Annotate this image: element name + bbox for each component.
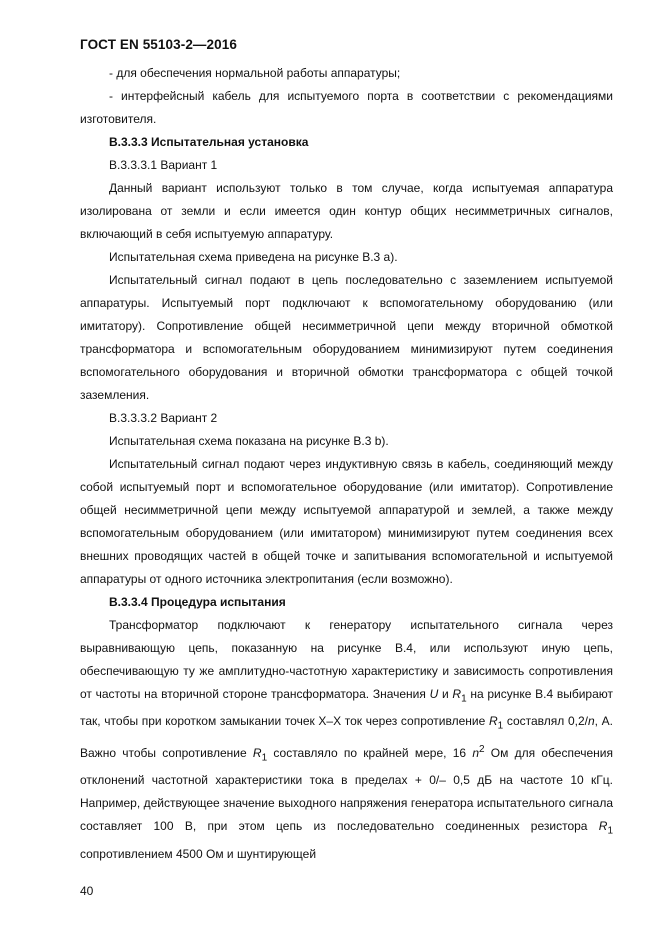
paragraph-figure-b3a-ref: Испытательная схема приведена на рисунке В.3 а). (109, 250, 398, 264)
symbol-n: n (472, 745, 479, 760)
subsection-variant-2: В.3.3.3.2 Вариант 2 (109, 411, 218, 425)
paragraph-signal-inductive: Испытательный сигнал подают через индуктивную связь в кабель, соединяющий между собой испытуемый порт и вспомогательное оборудование (или имитатор). Сопротивление общей несимметричной цепи между испытуемой аппаратурой и землей, а также между вспомогательным оборудованием (или имитатором) минимизируют путем соединения всех внешних проводящих частей в общей точке и запитывания вспомогательной и испытуемой аппаратуры от одного источника электропитания (если возможно). (80, 457, 613, 586)
symbol-n: n (587, 714, 595, 729)
text-run: Трансформатор подключают к генератору испытательного сигнала через выравнивающую цепь, показанную на рисунке В.4, или используют иную цепь, обеспечивающую ту же амплитудно-частотную характеристику и зависимость сопротивления от частоты на вторичной стороне трансформатора. Значения (80, 618, 613, 701)
symbol-R: R (252, 745, 262, 760)
page-number: 40 (80, 884, 94, 898)
subscript: 1 (607, 825, 613, 837)
list-item-equipment: - для обеспечения нормальной работы аппаратуры; (109, 66, 401, 80)
subscript: 1 (261, 752, 268, 764)
paragraph-transformer-procedure (80, 614, 613, 866)
text-run: составляло по крайней мере, 16 (267, 745, 473, 760)
symbol-R: R (598, 819, 608, 834)
text-run: , А. Важно чтобы сопротивление (80, 714, 613, 760)
standard-header: ГОСТ EN 55103-2—2016 (80, 37, 237, 52)
paragraph-variant-1-description: Данный вариант используют только в том случае, когда испытуемая аппаратура изолирована от земли и если имеется один контур общих несимметричных сигналов, включающий в себя испытуемую аппаратуру. (80, 181, 613, 241)
text-run: и (438, 687, 453, 701)
text-run: на рисунке В.4 выбирают так, чтобы при коротком замыкании точек Х–Х ток через сопротивление (80, 687, 614, 729)
symbol-R: R (452, 687, 462, 701)
text-run: сопротивлением 4500 Ом и шунтирующей (80, 846, 317, 861)
symbol-U: U (429, 687, 439, 701)
text-run: составлял 0,2/ (503, 714, 588, 729)
subscript: 1 (497, 720, 504, 732)
list-item-interface-cable: - интерфейсный кабель для испытуемого порта в соответствии с рекомендациями изготовителя. (80, 89, 613, 126)
subsection-variant-1: В.3.3.3.1 Вариант 1 (109, 158, 218, 172)
section-heading-test-procedure: В.3.3.4 Процедура испытания (109, 595, 286, 609)
text-run: Ом для обеспечения отклонений частотной характеристики тока в пределах + 0/– 0,5 дБ на частоте 10 кГц. Например, действующее значение выходного напряжения генератора испытательного сигнала составляет 100 В, при этом цепь из последовательно соединенных резистора (80, 745, 614, 834)
section-heading-test-setup: B.3.3.3 Испытательная установка (109, 135, 309, 149)
symbol-R: R (488, 714, 498, 729)
paragraph-signal-series: Испытательный сигнал подают в цепь последовательно с заземлением испытуемой аппаратуры. Испытуемый порт подключают к вспомогательному оборудованию (или имитатору). Сопротивление общей несимметричной цепи между вторичной обмоткой трансформатора и вспомогательным оборудованием минимизируют путем соединения вспомогательного оборудования и вторичной обмотки трансформатора с общей точкой заземления. (80, 273, 613, 402)
subscript: 1 (461, 693, 467, 705)
body-text (80, 62, 613, 866)
paragraph-figure-b3b-ref: Испытательная схема показана на рисунке В.3 b). (109, 434, 389, 448)
superscript: 2 (479, 743, 485, 755)
